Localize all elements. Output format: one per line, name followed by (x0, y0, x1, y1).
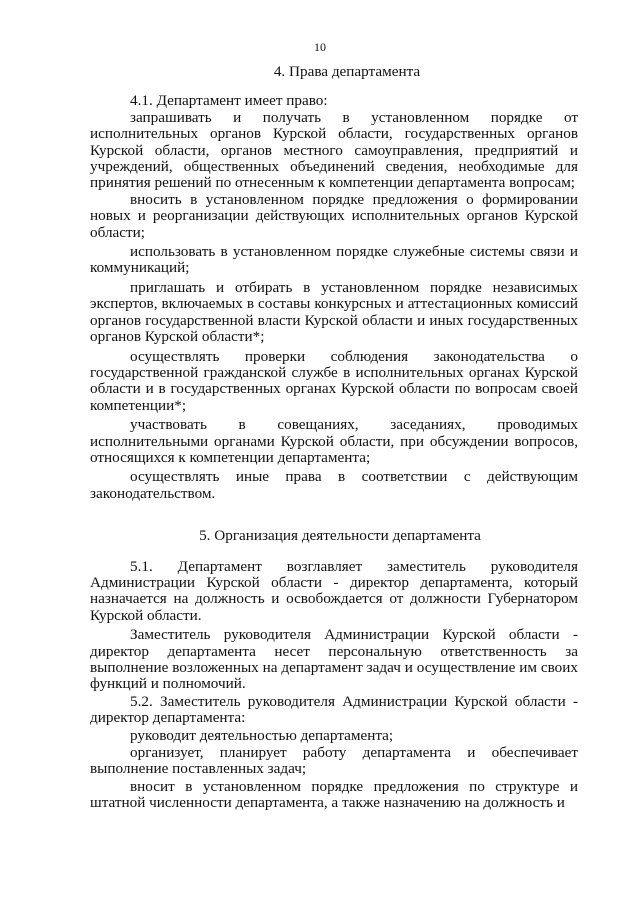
paragraph: 5.2. Заместитель руководителя Администрации Курской области - директор департамента: (90, 692, 578, 727)
paragraph: использовать в установленном порядке служебные системы связи и коммуникаций; (90, 243, 578, 277)
paragraph: 5.1. Департамент возглавляет заместитель руководителя Администрации Курской области - директор департамента, который назначается на должность и освобождается от должности Губернатором Курской области. (90, 557, 578, 624)
page-number: 10 (314, 40, 326, 54)
paragraph: руководит деятельностью департамента; (130, 726, 394, 744)
paragraph: 4.1. Департамент имеет право: (130, 92, 328, 110)
page-content (90, 64, 578, 812)
section-4-title: 4. Права департамента (273, 63, 421, 80)
paragraph: участвовать в совещаниях, заседаниях, проводимых исполнительными органами Курской области, при обсуждении вопросов, относящихся к компетенции департамента; (90, 416, 578, 466)
paragraph: организует, планирует работу департамента и обеспечивает выполнение поставленных задач; (90, 744, 578, 778)
paragraph: осуществлять иные права в соответствии с действующим законодательством. (90, 468, 578, 502)
paragraph: осуществлять проверки соблюдения законодательства о государственной гражданской службе в исполнительных органах Курской области и в государственных органах Курской области по вопросам своей компетенции*; (90, 347, 578, 414)
paragraph: вносит в установленном порядке предложения по структуре и штатной численности департамента, а также назначению на должность и (90, 777, 578, 812)
paragraph: запрашивать и получать в установленном порядке от исполнительных органов Курской области, государственных органов Курской области, органов местного самоуправления, предприятий и учреждений, общественных объединений сведения, необходимые для принятия решений по отнесенным к компетенции департамента вопросам; (90, 108, 578, 192)
section-5-title: 5. Организация деятельности департамента (199, 527, 481, 545)
paragraph: приглашать и отбирать в установленном порядке независимых экспертов, включаемых в составы конкурсных и аттестационных комиссий органов государственной власти Курской области и иных государственных органов Курской области*; (90, 278, 578, 346)
paragraph: вносить в установленном порядке предложения о формировании новых и реорганизации действующих исполнительных органов Курской области; (90, 190, 578, 241)
paragraph: Заместитель руководителя Администрации Курской области - директор департамента несет персональную ответственность за выполнение возложенных на департамент задач и осуществление им своих функций и полномочий. (90, 626, 578, 693)
